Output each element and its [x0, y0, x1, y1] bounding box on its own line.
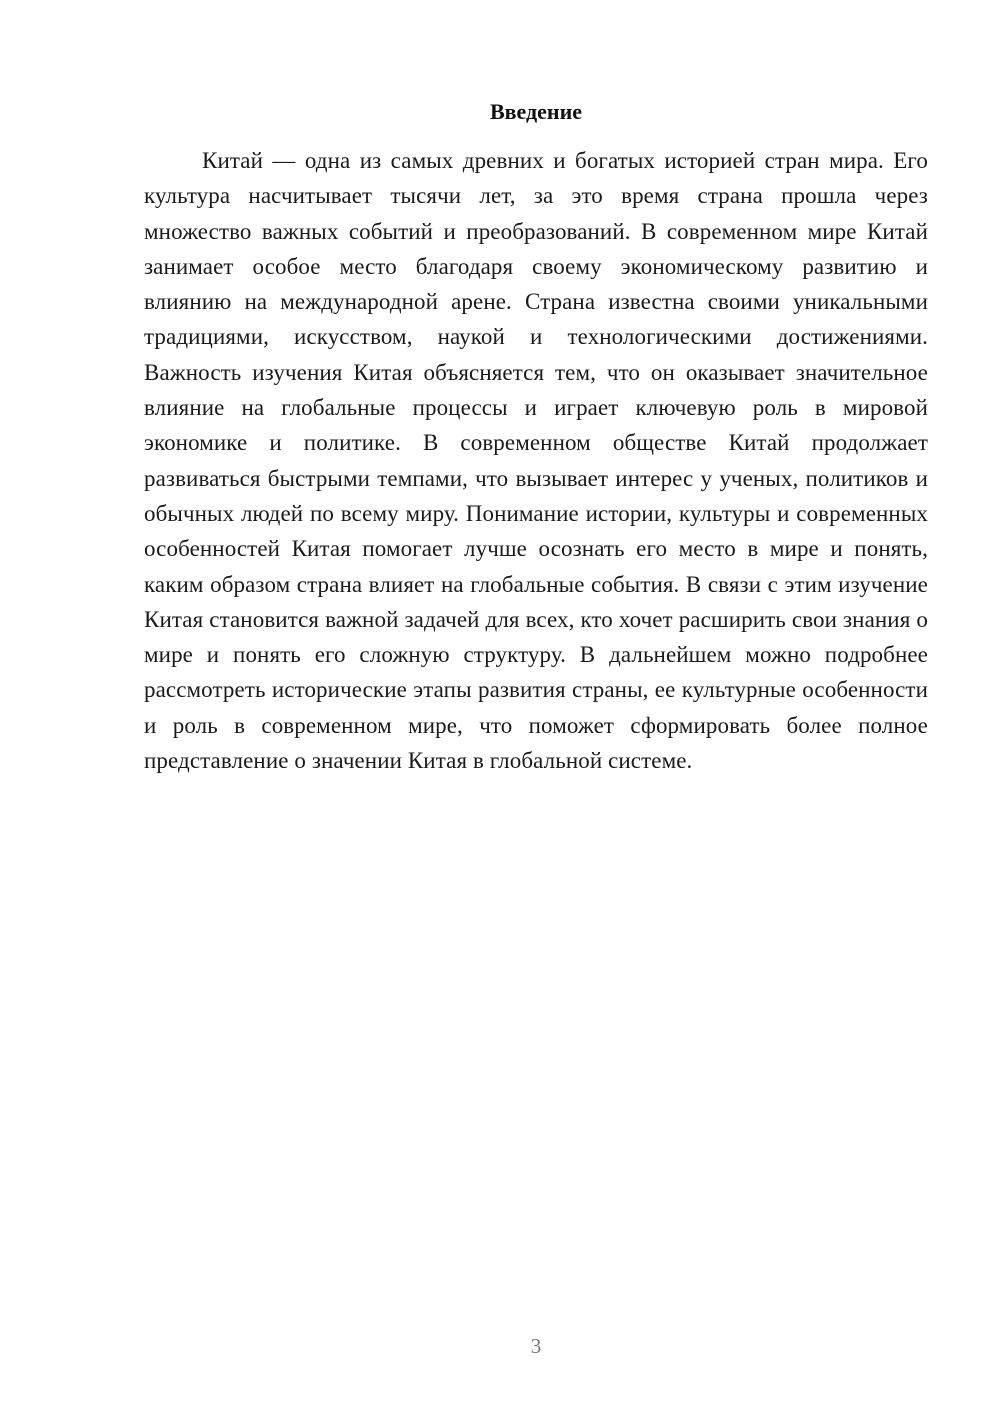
introduction-paragraph: Китай — одна из самых древних и богатых историей стран мира. Его культура насчитывает тысячи лет, за это время страна прошла через множество важных событий и преобразований. В современном мире Китай занимает особое место благодаря своему экономическому развитию и влиянию на международной арене. Страна известна своими уникальными традициями, искусством, наукой и технологическими достижениями. Важность изучения Китая объясняется тем, что он оказывает значительное влияние на глобальные процессы и играет ключевую роль в мировой экономике и политике. В современном обществе Китай продолжает развиваться быстрыми темпами, что вызывает интерес у ученых, политиков и обычных людей по всему миру. Понимание истории, культуры и современных особенностей Китая помогает лучше осознать его место в мире и понять, каким образом страна влияет на глобальные события. В связи с этим изучение Китая становится важной задачей для всех, кто хочет расширить свои знания о мире и понять его сложную структуру. В дальнейшем можно подробнее рассмотреть исторические этапы развития страны, ее культурные особенности и роль в современном мире, что поможет сформировать более полное представление о значении Китая в глобальной системе.: [144, 148, 928, 774]
section-heading: Введение: [489, 99, 583, 124]
page-number: 3: [530, 1334, 542, 1358]
